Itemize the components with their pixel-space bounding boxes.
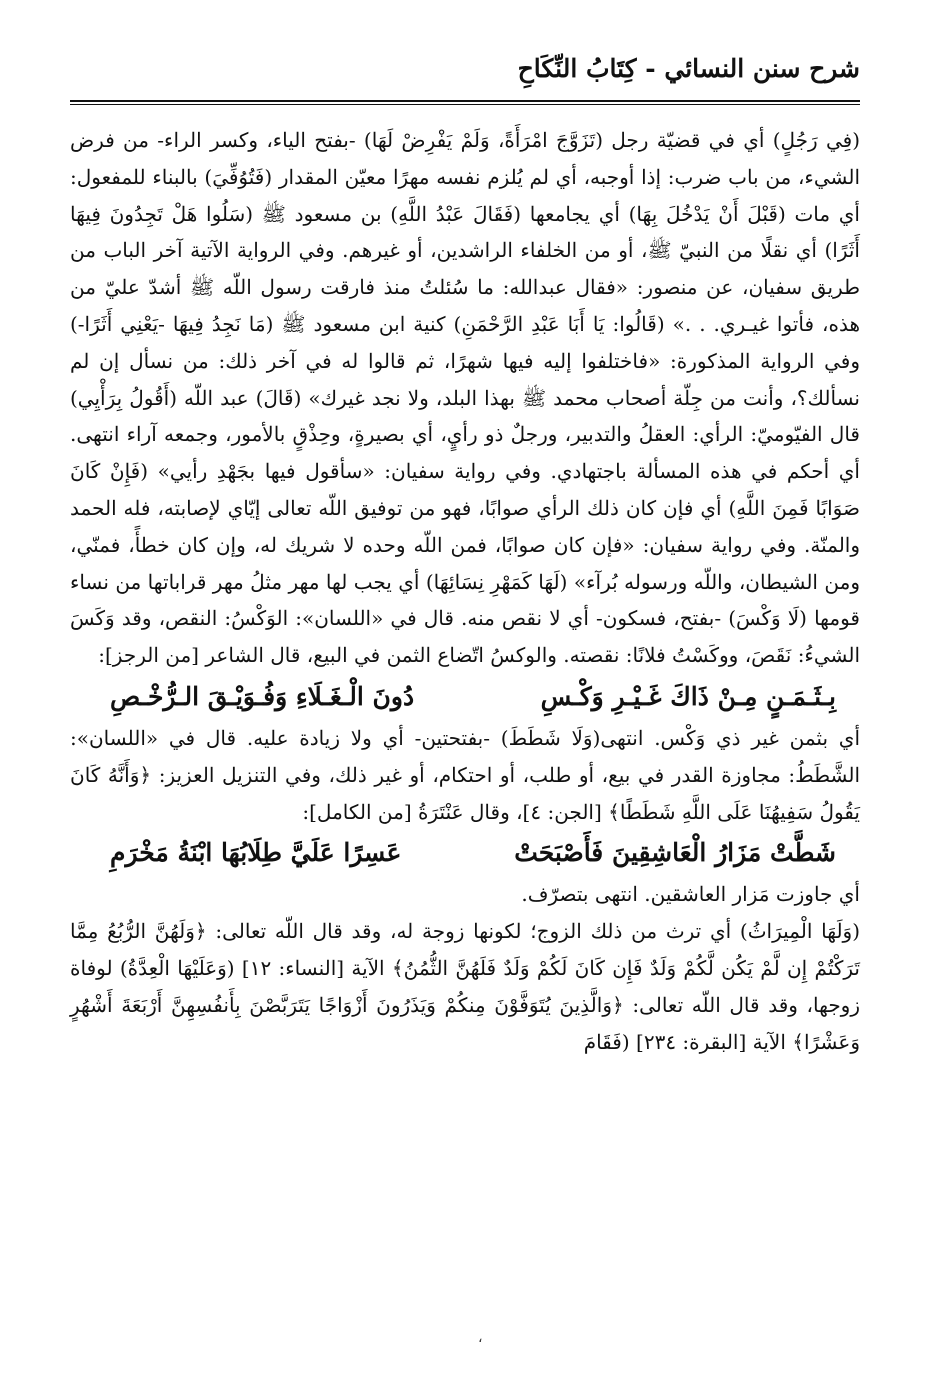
verse-1: [70, 674, 860, 720]
page-header: [70, 40, 860, 110]
page-body: [70, 122, 860, 1060]
verse-2-second-hemistich: عَسِرًا عَلَيَّ طِلَابُهَا ابْنَةُ مَخْرَمِ: [110, 838, 402, 868]
running-title: شرح سنن النسائي - كِتَابُ النِّكَاحِ: [517, 54, 860, 83]
paragraph-1: (فِي رَجُلٍ) أي في قضيّة رجل (تَزَوَّجَ امْرَأَةً، وَلَمْ يَفْرِضْ لَهَا) -بفتح الياء، وكسر الراء- من فرض الشيء، من باب ضرب: إذا أوجبه، أي لم يُلزم نفسه مهرًا معيّن المقدار (فَتُوُفِّيَ) بالبناء للمفعول: أي مات (قَبْلَ أَنْ يَدْخُلَ بِهَا) أي يجامعها (فَقَالَ عَبْدُ اللَّهِ) بن مسعود ﷺ (سَلُوا هَلْ تَجِدُونَ فِيهَا أَثَرًا) أي نقلًا من النبيّ ﷺ، أو من الخلفاء الراشدين، أو غيرهم. وفي الرواية الآتية آخر الباب من طريق سفيان، عن منصور: «فقال عبدالله: ما سُئلتُ منذ فارقت رسول اللّه ﷺ أشدّ عليّ من هذه، فأتوا غيـري. . .» (قَالُوا: يَا أَبَا عَبْدِ الرَّحْمَنِ) كنية ابن مسعود ﷺ (مَا نَجِدُ فِيهَا -يَعْنِي أَثَرًا-) وفي الرواية المذكورة: «فاختلفوا إليه فيها شهرًا، ثم قالوا له في آخر ذلك: من نسأل إن لم نسألك؟، وأنت من جِلّة أصحاب محمد ﷺ بهذا البلد، ولا نجد غيرك» (قَالَ) عبد اللّه (أَقُولُ بِرَأْيِي) قال الفيّوميّ: الرأي: العقلُ والتدبير، ورجلٌ ذو رأيٍ، أي بصيرةٍ، وحِذْقٍ بالأمور، وجمعه آراء انتهى. أي أحكم في هذه المسألة باجتهادي. وفي رواية سفيان: «سأقول فيها بجَهْدِ رأيي» (فَإِنْ كَانَ صَوَابًا فَمِنَ اللَّهِ) أي فإن كان ذلك الرأي صوابًا، فهو من توفيق اللّه تعالى إيّاي لإصابته، فله الحمد والمنّة. وفي رواية سفيان: «فإن كان صوابًا، فمن اللّه وحده لا شريك له، وإن كان خطأً، فمنّي، ومن الشيطان، واللّه ورسوله بُرآء» (لَهَا كَمَهْرِ نِسَائِهَا) أي يجب لها مهر مثلُ مهر قراباتها من نساء قومها (لَا وَكْسَ) -بفتح، فسكون- أي لا نقص منه. قال في «اللسان»: الوَكْسُ: النقص، وقد وَكَسَ الشيءُ: نَقَصَ، ووكَسْتُ فلانًا: نقصته. والوكسُ اتّضاع الثمن في البيع، قال الشاعر [من الرجز]:: [70, 128, 860, 668]
verse-2: [70, 830, 860, 876]
header-rule-thin: [70, 104, 860, 105]
paragraph-4: (وَلَهَا الْمِيرَاثُ) أي ترث من ذلك الزوج؛ لكونها زوجة له، وقد قال اللّه تعالى: ﴿وَلَهُنَّ الرُّبُعُ مِمَّا تَرَكْتُمْ إِن لَّمْ يَكُن لَّكُمْ وَلَدٌ فَإِن كَانَ لَكُمْ وَلَدٌ فَلَهُنَّ الثُّمُنُ﴾ الآية [النساء: ١٢] (وَعَلَيْهَا الْعِدَّةُ) لوفاة زوجها، وقد قال اللّه تعالى: ﴿وَالَّذِينَ يُتَوَفَّوْنَ مِنكُمْ وَيَذَرُونَ أَزْوَاجًا يَتَرَبَّصْنَ بِأَنفُسِهِنَّ أَرْبَعَةَ أَشْهُرٍ وَعَشْرًا﴾ الآية [البقرة: ٢٣٤] (فَقَامَ: [70, 919, 860, 1054]
verse-2-first-hemistich: شَطَّتْ مَزَارُ الْعَاشِقِينَ فَأَصْبَحَتْ: [514, 838, 836, 868]
paragraph-3: أي جاوزت مَزار العاشقين. انتهى بتصرّف.: [521, 882, 860, 907]
footer-mark: ،: [478, 1330, 483, 1346]
header-rule: [70, 100, 860, 102]
paragraph-2: أي بثمن غير ذي وَكْس. انتهى(وَلَا شَطَطَ) -بفتحتين- أي ولا زيادة عليه. قال في «اللسان»: الشَّطَطُ: مجاوزة القدر في بيع، أو طلب، أو احتكام، أو غير ذلك، وفي التنزيل العزيز: ﴿وَأَنَّهُ كَانَ يَقُولُ سَفِيهُنَا عَلَى اللَّهِ شَطَطًا﴾ [الجن: ٤]، وقال عَنْتَرَةُ [من الكامل]:: [70, 725, 860, 824]
verse-1-second-hemistich: دُونَ الْـغَـلَاءِ وَفُـوَيْـقَ الـرُّخْـصِ: [110, 681, 415, 711]
verse-1-first-hemistich: بِـثَـمَـنٍ مِـنْ ذَاكَ غَـيْـرِ وَكْـسِ: [540, 681, 836, 711]
